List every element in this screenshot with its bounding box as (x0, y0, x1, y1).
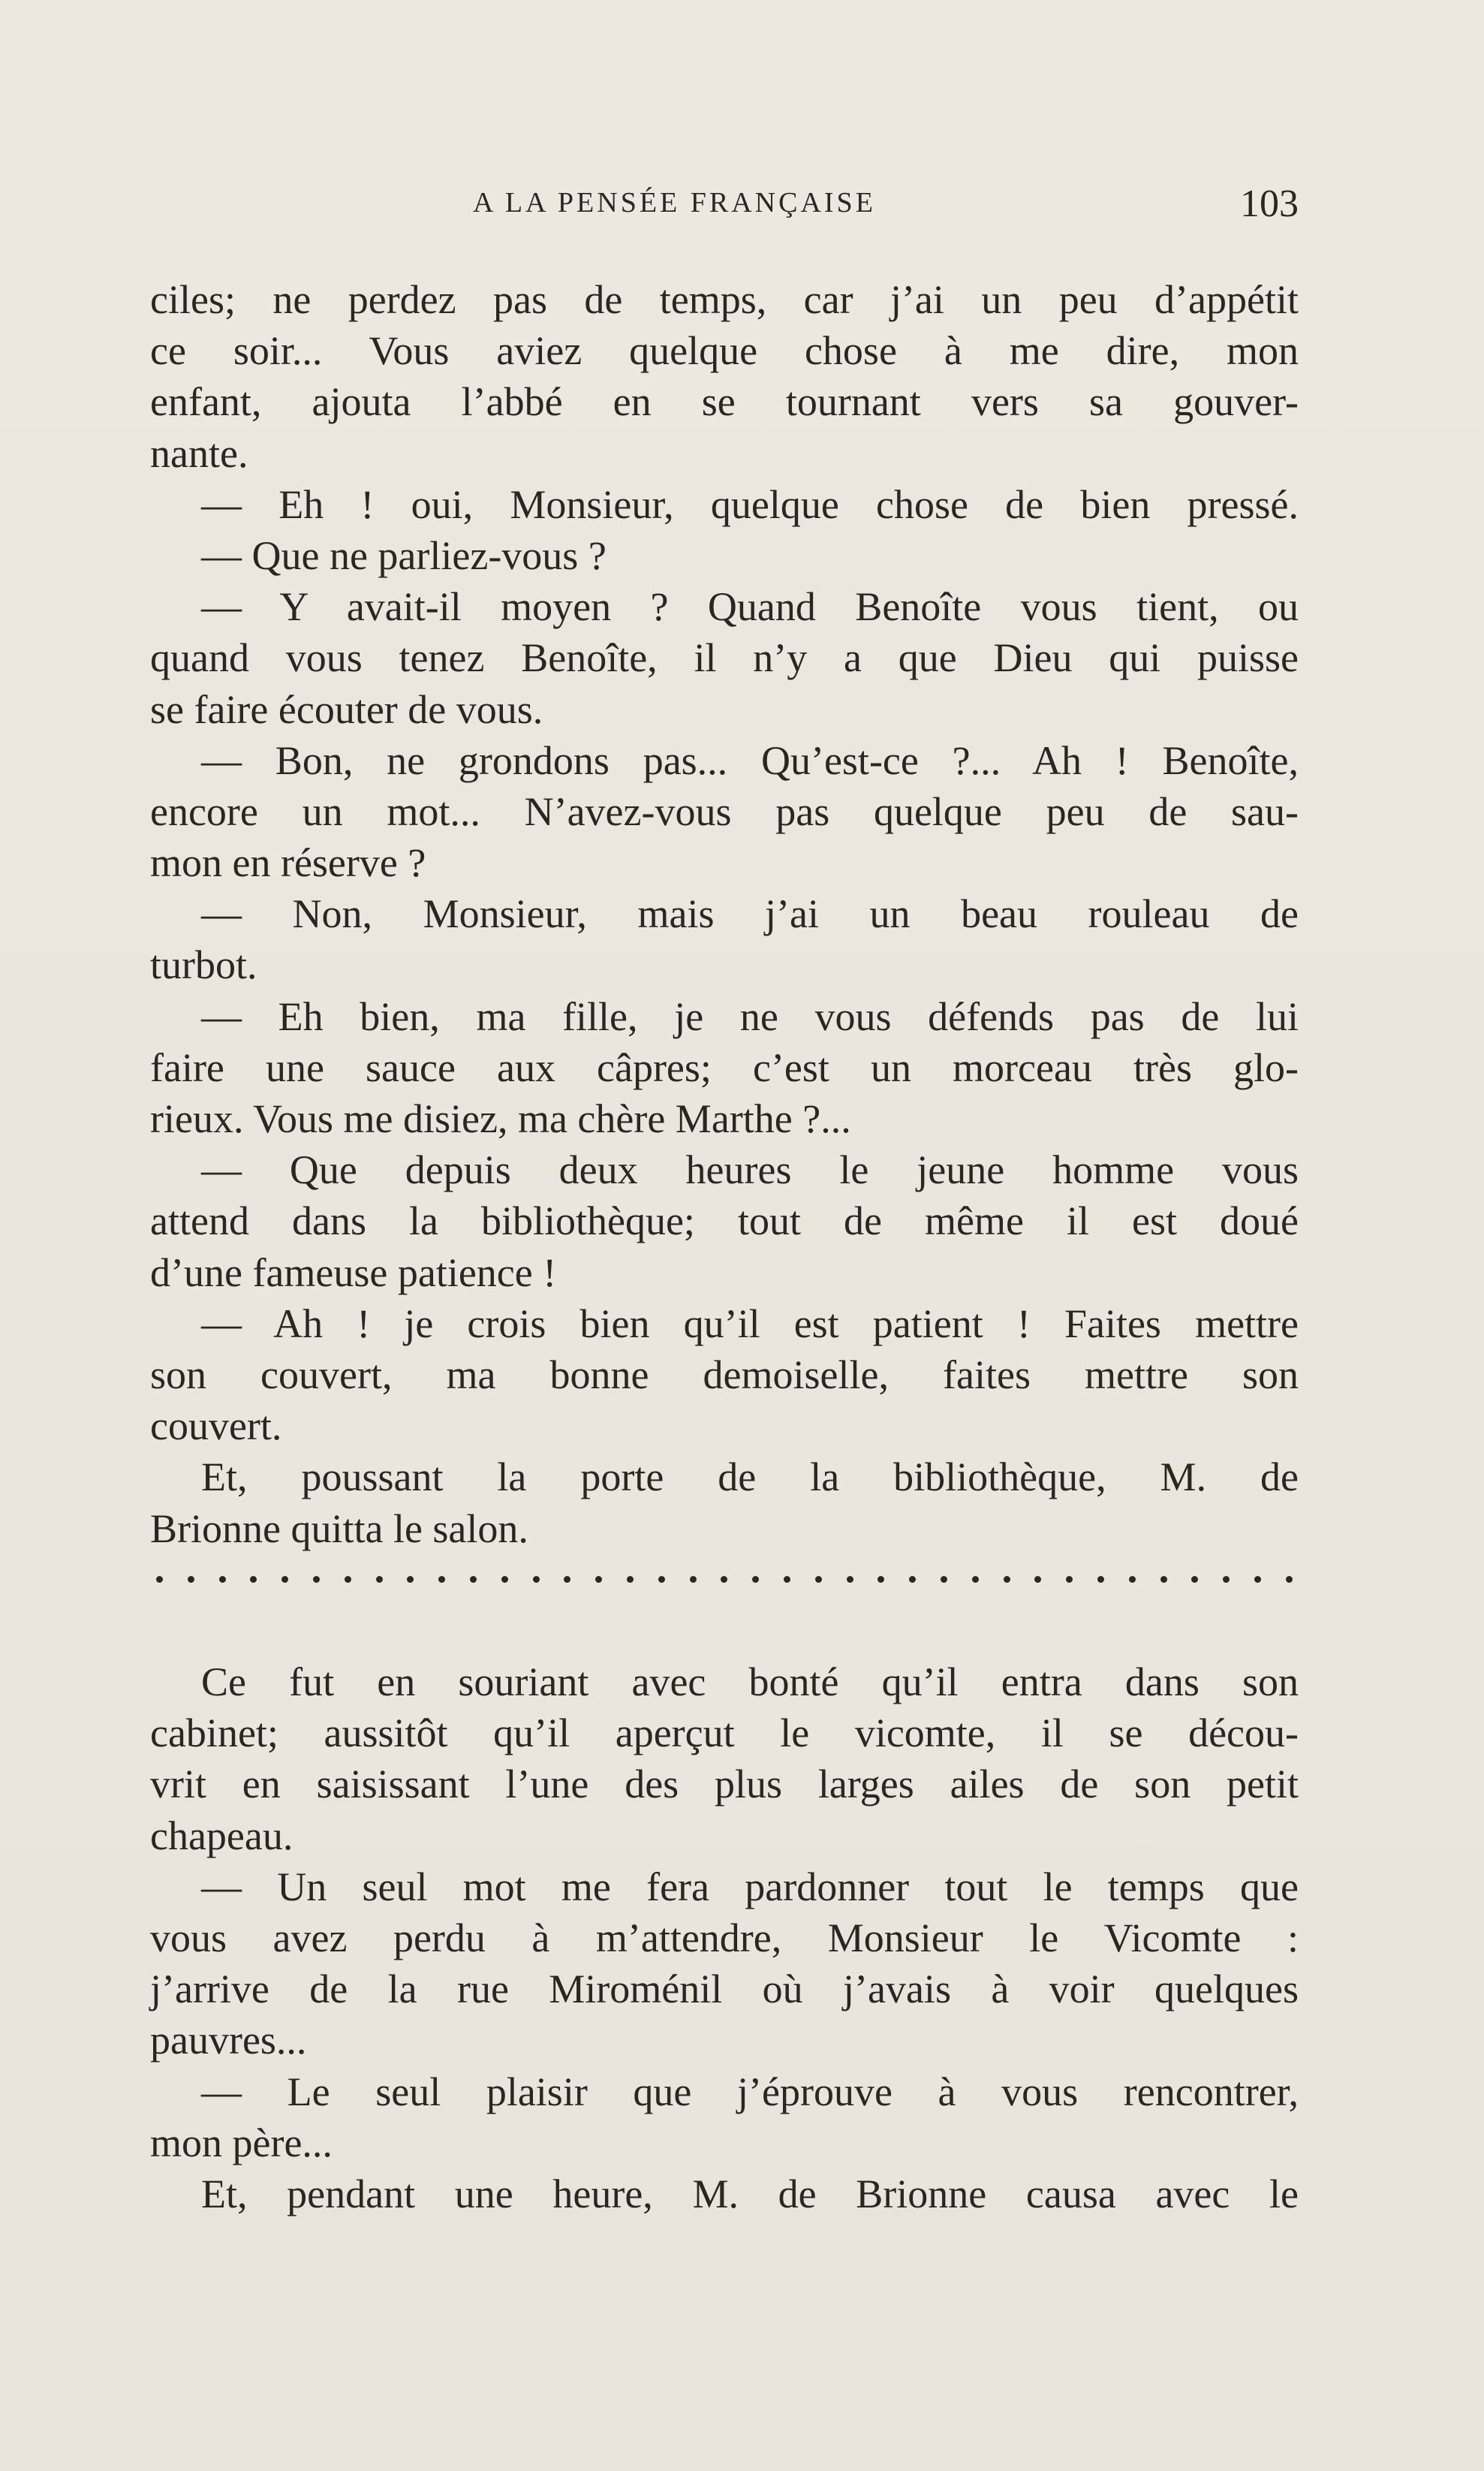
ellipsis-dot (752, 1576, 759, 1583)
text-line: pauvres... (150, 2017, 307, 2063)
text-line: cabinet; aussitôt qu’il aperçut le vicomte, il se décou- (150, 1710, 1299, 1756)
ellipsis-dot (877, 1576, 884, 1583)
ellipsis-dot (941, 1576, 947, 1583)
page-number: 103 (1240, 182, 1299, 225)
section-break-dots (150, 1554, 1299, 1605)
text-line: — Bon, ne grondons pas... Qu’est-ce ?... Ah ! Benoîte, (201, 737, 1299, 783)
ellipsis-dot (281, 1576, 288, 1583)
text-line: Et, pendant une heure, M. de Brionne causa avec le (201, 2171, 1299, 2216)
ellipsis-dot (1254, 1576, 1261, 1583)
text-line: vrit en saisissant l’une des plus larges ailes de son petit (150, 1761, 1299, 1807)
text-line: chapeau. (150, 1813, 293, 1858)
text-line: attend dans la bibliothèque; tout de même il est doué (150, 1198, 1299, 1244)
text-line: faire une sauce aux câpres; c’est un morceau très glo- (150, 1044, 1299, 1090)
ellipsis-dot (627, 1576, 634, 1583)
ellipsis-dot (1191, 1576, 1198, 1583)
text-line: couvert. (150, 1403, 282, 1449)
ellipsis-dot (847, 1576, 853, 1583)
ellipsis-dot (1004, 1576, 1010, 1583)
text-line: vous avez perdu à m’attendre, Monsieur le Vicomte : (150, 1915, 1299, 1960)
ellipsis-dot (1066, 1576, 1073, 1583)
text-line: — Que ne parliez-vous ? (201, 532, 607, 578)
text-line: — Ah ! je crois bien qu’il est patient ! Faites mettre (201, 1300, 1299, 1346)
text-line: ciles; ne perdez pas de temps, car j’ai un peu d’appétit (150, 277, 1299, 322)
ellipsis-dot (1223, 1576, 1230, 1583)
ellipsis-dot (909, 1576, 916, 1583)
text-line: encore un mot... N’avez-vous pas quelque peu de sau- (150, 788, 1299, 834)
ellipsis-dot (972, 1576, 979, 1583)
text-line: rieux. Vous me disiez, ma chère Marthe ?... (150, 1096, 851, 1141)
text-line: nante. (150, 430, 248, 476)
ellipsis-dot (501, 1576, 508, 1583)
ellipsis-dot (1034, 1576, 1041, 1583)
text-line: — Non, Monsieur, mais j’ai un beau rouleau de (201, 891, 1299, 937)
text-line: se faire écouter de vous. (150, 686, 543, 732)
ellipsis-dot (564, 1576, 570, 1583)
ellipsis-dot (470, 1576, 477, 1583)
ellipsis-dot (1286, 1576, 1293, 1583)
ellipsis-dot (407, 1576, 414, 1583)
text-line: — Que depuis deux heures le jeune homme vous (201, 1147, 1299, 1193)
running-title: A LA PENSÉE FRANÇAISE (473, 187, 876, 218)
text-line: Et, poussant la porte de la bibliothèque, M. de (201, 1454, 1299, 1500)
text-line: — Le seul plaisir que j’éprouve à vous rencontrer, (201, 2069, 1299, 2114)
text-line: son couvert, ma bonne demoiselle, faites mettre son (150, 1352, 1299, 1397)
text-line: — Un seul mot me fera pardonner tout le temps que (201, 1864, 1299, 1909)
ellipsis-dot (784, 1576, 790, 1583)
text-line: turbot. (150, 942, 257, 988)
text-line: ce soir... Vous aviez quelque chose à me dire, mon (150, 328, 1299, 374)
ellipsis-dot (345, 1576, 351, 1583)
ellipsis-dot (1160, 1576, 1167, 1583)
ellipsis-dot (815, 1576, 822, 1583)
body-text (150, 274, 1299, 2219)
text-line: j’arrive de la rue Miroménil où j’avais à voir quelques (150, 1966, 1299, 2012)
ellipsis-dot (438, 1576, 445, 1583)
page-header (150, 182, 1299, 231)
ellipsis-dot (313, 1576, 320, 1583)
ellipsis-dot (1097, 1576, 1104, 1583)
ellipsis-dot (156, 1576, 163, 1583)
ellipsis-dot (690, 1576, 697, 1583)
ellipsis-dot (219, 1576, 226, 1583)
ellipsis-dot (658, 1576, 665, 1583)
ellipsis-dot (595, 1576, 602, 1583)
text-line: — Eh ! oui, Monsieur, quelque chose de bien pressé. (201, 481, 1299, 527)
text-line: d’une fameuse patience ! (150, 1249, 557, 1295)
text-line: — Eh bien, ma fille, je ne vous défends pas de lui (201, 993, 1299, 1039)
text-line: mon père... (150, 2120, 333, 2165)
spacer (150, 1605, 1299, 1656)
text-line: mon en réserve ? (150, 840, 426, 886)
text-line: Brionne quitta le salon. (150, 1505, 528, 1551)
text-line: Ce fut en souriant avec bonté qu’il entra dans son (201, 1659, 1299, 1705)
ellipsis-dot (376, 1576, 383, 1583)
ellipsis-dot (1129, 1576, 1136, 1583)
ellipsis-dot (533, 1576, 540, 1583)
text-line: enfant, ajouta l’abbé en se tournant vers sa gouver- (150, 379, 1299, 425)
text-line: — Y avait-il moyen ? Quand Benoîte vous tient, ou (201, 584, 1299, 630)
ellipsis-dot (250, 1576, 257, 1583)
ellipsis-dot (188, 1576, 194, 1583)
ellipsis-dot (721, 1576, 727, 1583)
text-line: quand vous tenez Benoîte, il n’y a que Dieu qui puisse (150, 635, 1299, 681)
